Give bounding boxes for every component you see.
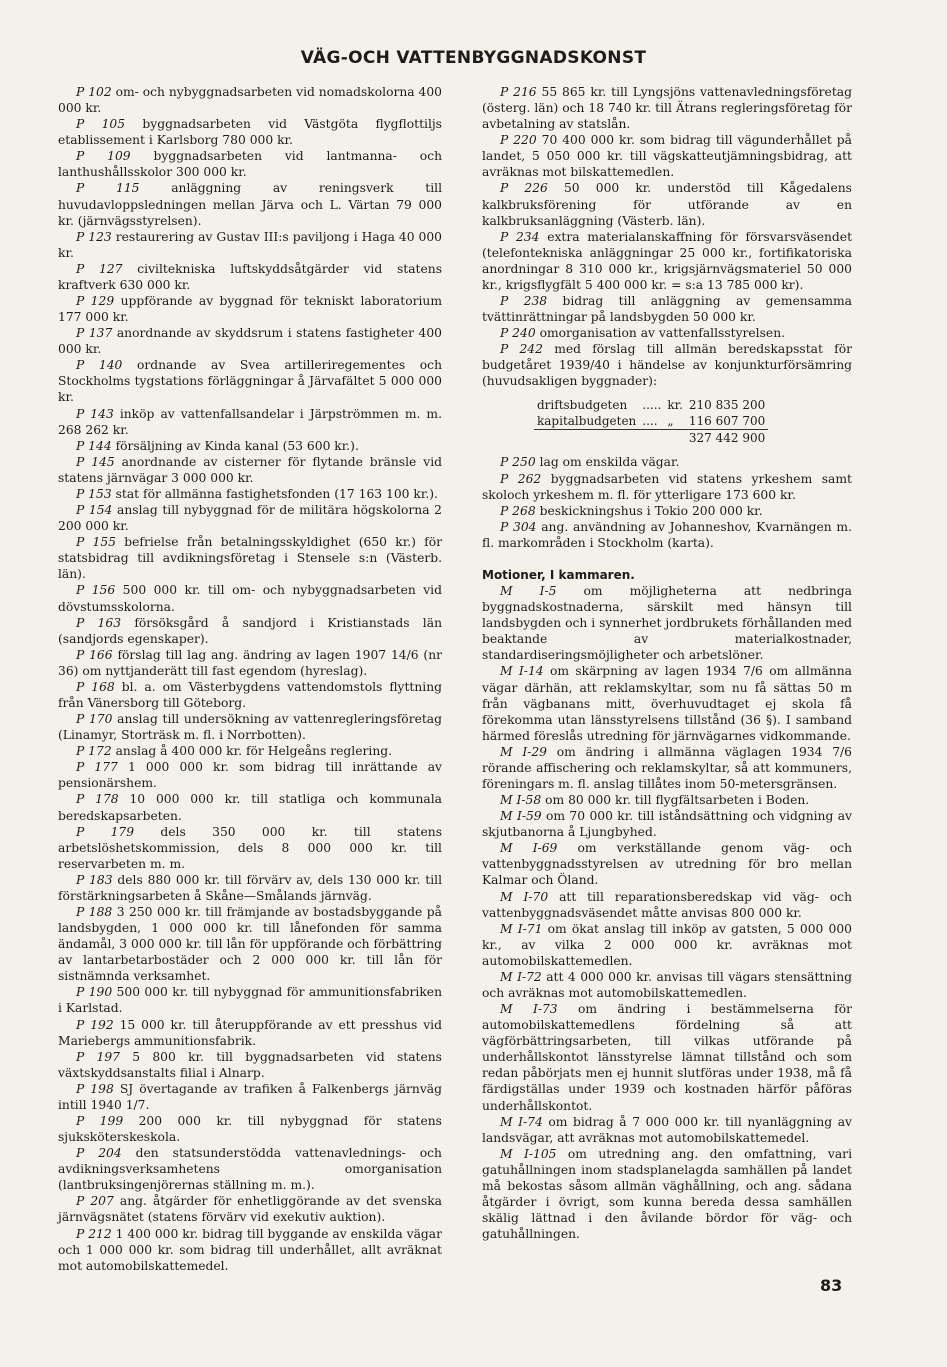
entry-ref: P 115	[76, 181, 140, 196]
budget-amount: 116 607 700	[688, 414, 766, 429]
entry	[58, 615, 442, 647]
entry	[58, 454, 442, 486]
entry	[482, 325, 852, 341]
entry-ref: M I-74	[500, 1114, 543, 1129]
entry-ref: P 140	[76, 358, 123, 373]
entry-text: anordnande av cisterner för flytande bränsle vid statens järnvägar 3 000 000 kr.	[58, 454, 442, 485]
entry-ref: P 220	[500, 133, 537, 148]
entry	[58, 116, 442, 148]
entry-ref: M I-14	[500, 664, 544, 679]
entry-text: om 80 000 kr. till flygfältsarbeten i Boden.	[545, 793, 810, 808]
budget-dots: ....	[642, 414, 658, 429]
entry-ref: P 250	[500, 455, 536, 470]
entry	[482, 792, 852, 808]
budget-unit: „	[667, 414, 674, 429]
entry-text: ordnande av Svea artilleriregementes och Stockholms tygstations förläggningar å Järvafältet 5 000 000 kr.	[58, 358, 442, 405]
entry-ref: P 198	[76, 1081, 114, 1096]
entry-ref: P 304	[500, 519, 537, 534]
entry	[58, 679, 442, 711]
entry-text: 3 250 000 kr. till främjande av bostadsbyggande på landsbygden, 1 000 000 kr. till lånefonden för samma ändamål, 3 000 000 kr. till lån för uppförande och förbättring av lantarbetarbostäder och 2 000 000 kr. till lån för sistnämnda verksamhet.	[58, 904, 442, 984]
entry-text: beskickningshus i Tokio 200 000 kr.	[539, 503, 763, 518]
entry	[58, 582, 442, 614]
budget-unit: kr.	[667, 398, 683, 413]
entry-ref: P 212	[76, 1226, 112, 1241]
entry-text: 5 800 kr. till byggnadsarbeten vid statens växtskyddsanstalts filial i Alnarp.	[58, 1049, 442, 1080]
entry-text: omorganisation av vattenfallsstyrelsen.	[539, 326, 786, 341]
entry-ref: P 183	[76, 872, 113, 887]
entry-ref: P 226	[500, 181, 548, 196]
entry-ref: M I-59	[500, 809, 542, 824]
entry-ref: P 190	[76, 985, 113, 1000]
entry-text: 55 865 kr. till Lyngsjöns vattenavledningsföretag (österg. län) och 18 740 kr. till Ätrans regleringsföretag för avbetalning av statslån.	[482, 85, 852, 132]
entry	[58, 743, 442, 759]
entry-ref: P 199	[76, 1114, 124, 1128]
entry-ref: P 145	[76, 454, 115, 469]
entry-text: 50 000 kr. understöd till Kågedalens kalkbruksförening för utförande av en kalkbruksanläggning (Västerb. län).	[482, 181, 852, 228]
entry-text: befrielse från betalningsskyldighet (650 kr.) för statsbidrag till avdikningsföretag i Stensele s:n (Västerb. län).	[58, 535, 442, 582]
entry-text: försäljning av Kinda kanal (53 600 kr.).	[115, 438, 359, 453]
entry-text: dels 880 000 kr. till förvärv av, dels 130 000 kr. till förstärkningsarbeten å Skåne—Smålands järnväg.	[58, 872, 442, 903]
entry-text: om bidrag å 7 000 000 kr. till nyanläggning av landsvägar, att avräknas mot automobilskattemedel.	[482, 1114, 852, 1145]
left-column	[58, 84, 442, 1274]
entry-ref: P 268	[500, 503, 536, 518]
entry-text: om verkställande genom väg- och vattenbyggnadsstyrelsen av utredning för bro mellan Kalmar och Öland.	[482, 841, 852, 888]
entry	[482, 1114, 852, 1146]
budget-row	[534, 413, 768, 430]
entry-text: om ökat anslag till inköp av gatsten, 5 000 000 kr., av vilka 2 000 000 kr. avräknas mot automobilskattemedlen.	[482, 921, 852, 968]
entry-ref: M I-70	[500, 889, 549, 904]
entry	[58, 1145, 442, 1193]
right-column-entries-after	[482, 454, 852, 550]
entry	[482, 84, 852, 132]
entry	[482, 808, 852, 840]
entry-ref: P 102	[76, 85, 112, 99]
entry-text: försöksgård å sandjord i Kristianstads län (sandjords egenskaper).	[58, 615, 442, 646]
entry	[58, 1113, 442, 1145]
entry-ref: P 242	[500, 342, 543, 357]
entry	[58, 293, 442, 325]
entry	[482, 180, 852, 228]
entry-text: bidrag till anläggning av gemensamma tvättinrättningar på landsbygden 50 000 kr.	[482, 294, 852, 325]
entry	[482, 889, 852, 921]
budget-row	[534, 397, 768, 413]
entry-ref: P 154	[76, 503, 113, 518]
right-column	[482, 84, 852, 1242]
entry-ref: P 179	[76, 824, 135, 839]
entry	[58, 261, 442, 293]
entry	[482, 840, 852, 888]
entry	[482, 519, 852, 551]
entry-ref: P 153	[76, 486, 112, 501]
entry-ref: P 168	[76, 679, 115, 694]
entry-ref: M I-71	[500, 921, 543, 936]
entry	[58, 406, 442, 438]
entry-ref: P 129	[76, 294, 115, 309]
entry	[482, 1146, 852, 1242]
budget-amount: 210 835 200	[688, 398, 766, 413]
entry-text: att till reparationsberedskap vid väg- och vattenbyggnadsväsendet måtte anvisas 800 000 kr.	[482, 889, 852, 920]
entry	[58, 1226, 442, 1274]
entry-ref: P 170	[76, 712, 113, 727]
entry-text: att 4 000 000 kr. anvisas till vägars stensättning och avräknas mot automobilskattemedlen.	[482, 969, 852, 1000]
budget-dots: .....	[642, 398, 662, 413]
entry	[58, 791, 442, 823]
entry-ref: P 105	[76, 117, 126, 132]
entry	[58, 711, 442, 743]
entry-ref: P 204	[76, 1146, 122, 1161]
entry-text: anordnande av skyddsrum i statens fastigheter 400 000 kr.	[58, 326, 442, 357]
entry-ref: M I-73	[500, 1002, 558, 1017]
entry	[482, 454, 852, 470]
entry	[482, 503, 852, 519]
entry-text: om- och nybyggnadsarbeten vid nomadskolorna 400 000 kr.	[58, 85, 442, 116]
motions-heading: Motioner, I kammaren.	[482, 567, 635, 582]
entry-text: om ändring i bestämmelserna för automobilskattemedlens fördelning så att vägförbättringsarbeten, till vilkas utförande på underhållskontot länsstyrelse lämnat tillstånd och som redan påbörjats men ej hunnit slutföras under 1938, må få färdigställas under 1939 och kostnaden härför påföras underhållskontot.	[482, 1002, 852, 1113]
entry-ref: P 207	[76, 1194, 114, 1209]
entry-ref: P 192	[76, 1017, 114, 1032]
entry	[482, 471, 852, 503]
entry	[58, 325, 442, 357]
entry-text: extra materialanskaffning för försvarsväsendet (telefontekniska anläggningar 25 000 kr., fortifikatoriska anordningar 8 310 000 kr., krigsjärnvägsmateriel 50 000 kr., krigsflygfält 5 400 000 kr. = s:a 13 785 000 kr).	[482, 229, 853, 292]
entry-text: anslag till nybyggnad för de militära högskolorna 2 200 000 kr.	[58, 503, 442, 534]
entry-text: om utredning ang. den omfattning, vari gatuhållningen inom stadsplanelagda samhällen på landet må bekostas såsom allmän väghållning, och ang. sådana åtgärder i övrigt, som kunna bereda dessa samhällen skälig lättnad i den åvilande bördor för väg- och gatuhållningen.	[482, 1146, 852, 1242]
entry	[58, 1049, 442, 1081]
entry	[58, 534, 442, 582]
entry	[58, 357, 442, 405]
entry-ref: P 188	[76, 904, 113, 919]
entry-ref: P 127	[76, 261, 123, 276]
entry-ref: P 216	[500, 85, 537, 99]
entry-text: dels 350 000 kr. till statens arbetslöshetskommission, dels 8 000 000 kr. till reservarbeten m. m.	[58, 824, 442, 871]
entry-ref: P 144	[76, 438, 112, 453]
entry	[58, 486, 442, 502]
entry-text: om 70 000 kr. till iståndsättning och vidgning av skjutbanorna å Ljungbyhed.	[482, 809, 852, 840]
entry-text: 15 000 kr. till återuppförande av ett presshus vid Mariebergs ammunitionsfabrik.	[58, 1017, 442, 1048]
entry-text: civiltekniska luftskyddsåtgärder vid statens kraftverk 630 000 kr.	[58, 261, 443, 292]
entry-ref: P 166	[76, 647, 113, 662]
entry	[482, 663, 852, 743]
entry-text: 200 000 kr. till nybyggnad för statens sjuksköterskeskola.	[58, 1114, 442, 1145]
entry	[58, 984, 442, 1016]
entry-text: inköp av vattenfallsandelar i Järpströmmen m. m. 268 262 kr.	[58, 406, 442, 437]
entry	[482, 969, 852, 1001]
budget-label: kapitalbudgeten	[537, 414, 637, 429]
budget-total-row	[534, 430, 768, 447]
entry-ref: P 262	[500, 471, 542, 486]
entry-text: 500 000 kr. till nybyggnad för ammunitionsfabriken i Karlstad.	[58, 985, 442, 1016]
entry-ref: P 163	[76, 615, 122, 630]
entry	[58, 1193, 442, 1225]
entry	[482, 583, 852, 663]
entry	[58, 647, 442, 679]
entry	[58, 229, 442, 261]
entry-text: 70 400 000 kr. som bidrag till vägunderhållet på landet, 5 050 000 kr. till vägskatteutjämningsbidrag, att avräknas mot bilskattemedlen.	[482, 133, 852, 180]
entry-ref: M I-105	[500, 1146, 557, 1161]
entry	[58, 502, 442, 534]
entry-text: bl. a. om Västerbygdens vattendomstols flyttning från Vänersborg till Göteborg.	[58, 679, 442, 710]
entry	[58, 759, 442, 791]
entry	[482, 132, 852, 180]
entry	[58, 180, 442, 228]
entry	[482, 293, 852, 325]
entry	[482, 341, 852, 389]
entry-ref: P 109	[76, 149, 131, 164]
right-column-entries	[482, 84, 852, 389]
entry-ref: P 155	[76, 535, 116, 550]
entry-text: anslag till undersökning av vattenregleringsföretag (Linamyr, Storträsk m. fl. i Norrbotten).	[58, 712, 442, 743]
entry	[58, 84, 442, 116]
budget-table	[534, 397, 768, 446]
entry-text: med förslag till allmän beredskapsstat för budgetåret 1939/40 i händelse av konjunkturförsämring (huvudsakligen byggnader):	[482, 342, 852, 389]
entry-text: 1 400 000 kr. bidrag till byggande av enskilda vägar och 1 000 000 kr. som bidrag till underhållet, allt avräknat mot automobilskattemedel.	[58, 1226, 442, 1273]
entry-ref: P 143	[76, 406, 114, 421]
page-title: VÄG-OCH VATTENBYGGNADSKONST	[300, 48, 647, 68]
entry-text: restaurering av Gustav III:s paviljong i Haga 40 000 kr.	[58, 229, 442, 260]
entry-ref: M I-29	[500, 744, 548, 759]
entry-ref: P 137	[76, 326, 113, 341]
entry-text: förslag till lag ang. ändring av lagen 1907 14/6 (nr 36) om nyttjanderätt till fast egendom (hyreslag).	[58, 647, 442, 678]
entry-ref: P 178	[76, 792, 119, 807]
entry	[58, 824, 442, 872]
entry	[482, 921, 852, 969]
entry	[482, 744, 852, 792]
entry-ref: P 123	[76, 229, 112, 244]
entry-text: stat för allmänna fastighetsfonden (17 163 100 kr.).	[115, 486, 438, 501]
entry-ref: P 177	[76, 760, 118, 775]
entry-text: den statsunderstödda vattenavlednings- och avdikningsverksamhetens omorganisation (lantbruksingenjörernas ställning m. m.).	[58, 1146, 442, 1193]
entry-ref: M I-58	[500, 793, 542, 808]
entry-text: byggnadsarbeten vid statens yrkeshem samt skoloch yrkeshem m. fl. för ytterligare 173 600 kr.	[482, 471, 852, 502]
entry-ref: M I-69	[500, 841, 558, 856]
entry-text: uppförande av byggnad för tekniskt laboratorium 177 000 kr.	[58, 294, 442, 325]
entry-text: om ändring i allmänna väglagen 1934 7/6 rörande affischering och reklamskyltar, så att kommuners, föreningars m. fl. anslag tillåtes inom 50-metersgränsen.	[482, 744, 852, 791]
entry-ref: P 197	[76, 1049, 120, 1064]
entry-ref: P 172	[76, 744, 112, 759]
motions-list	[482, 583, 852, 1242]
entry-ref: M I-72	[500, 969, 542, 984]
entry-text: 10 000 000 kr. till statliga och kommunala beredskapsarbeten.	[58, 792, 442, 823]
entry	[482, 1001, 852, 1114]
entry-text: anläggning av reningsverk till huvudavloppsledningen mellan Järva och L. Värtan 79 000 kr. (järnvägsstyrelsen).	[58, 181, 442, 228]
page-number: 83	[820, 1276, 843, 1295]
entry-text: byggnadsarbeten vid Västgöta flygflottiljs etablissement i Karlsborg 780 000 kr.	[58, 117, 442, 148]
budget-label: driftsbudgeten	[537, 398, 628, 413]
entry-text: 500 000 kr. till om- och nybyggnadsarbeten vid dövstumsskolorna.	[58, 583, 442, 614]
entry	[58, 1081, 442, 1113]
entry-ref: M I-5	[500, 584, 557, 599]
entry-ref: P 156	[76, 583, 116, 598]
entry-text: 1 000 000 kr. som bidrag till inrättande av pensionärshem.	[58, 760, 442, 791]
entry-text: ang. användning av Johanneshov, Kvarnängen m. fl. markområden i Stockholm (karta).	[482, 519, 853, 550]
entry	[482, 229, 852, 293]
entry	[58, 148, 442, 180]
entry-ref: P 234	[500, 229, 540, 244]
entry-text: om skärpning av lagen 1934 7/6 om allmänna vägar därhän, att reklamskyltar, som nu få sättas 50 m från vägbanans mitt, överhuvudtaget ej skola få förekomma utan länsstyrelsens tillstånd (36 §). I samband härmed föreslås utredning för järnvägarnes vidkommande.	[482, 664, 852, 743]
entry-text: byggnadsarbeten vid lantmanna- och lanthushållsskolor 300 000 kr.	[58, 149, 443, 180]
entry-ref: P 238	[500, 294, 548, 309]
entry	[58, 872, 442, 904]
budget-total: 327 442 900	[686, 430, 768, 447]
entry-ref: P 240	[500, 326, 536, 341]
entry-text: lag om enskilda vägar.	[539, 455, 680, 470]
entry	[58, 438, 442, 454]
entry-text: SJ övertagande av trafiken å Falkenbergs järnväg intill 1940 1/7.	[58, 1081, 442, 1112]
entry	[58, 1017, 442, 1049]
entry-text: anslag å 400 000 kr. för Helgeåns reglering.	[115, 744, 393, 759]
entry	[58, 904, 442, 984]
entry-text: om möjligheterna att nedbringa byggnadskostnaderna, särskilt med hänsyn till landsbygden och i synnerhet jordbrukets förhållanden med beaktande av materialkostnader, standardiseringsmöjligheter och arbetslöner.	[482, 584, 852, 663]
entry-text: ang. åtgärder för enhetliggörande av det svenska järnvägsnätet (statens förvärv vid exekutiv auktion).	[58, 1194, 442, 1225]
